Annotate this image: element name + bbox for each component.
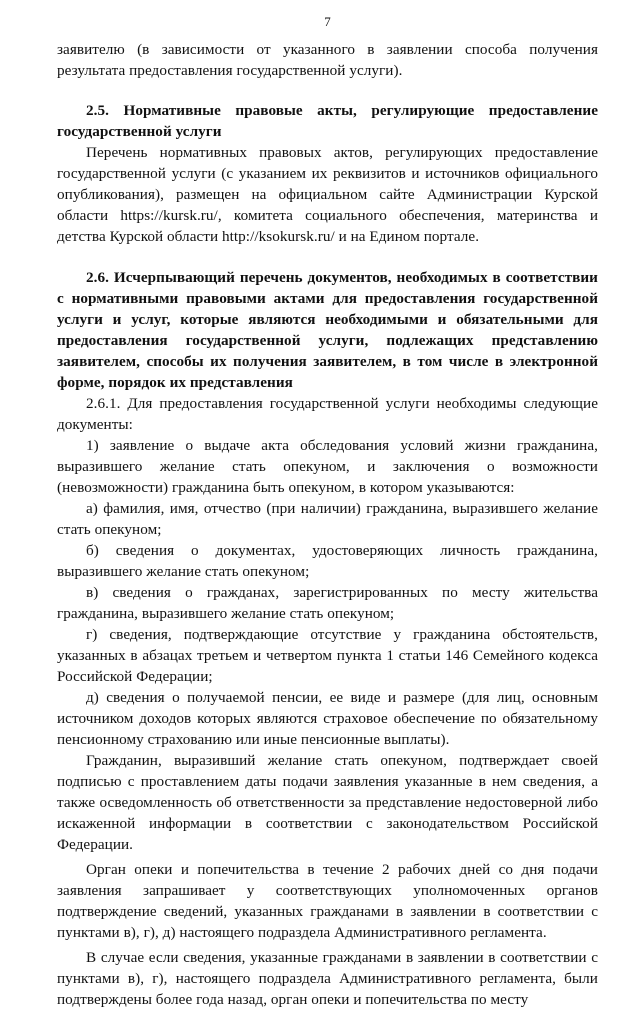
list-item-a: а) фамилия, имя, отчество (при наличии) гражданина, выразившего желание стать опекуном;: [57, 500, 598, 538]
page-number: 7: [324, 14, 331, 29]
paragraph-citizen: Гражданин, выразивший желание стать опекуном, подтверждает своей подписью с проставлением даты подачи заявления указанные в нем сведения, а также осведомленность об ответственности за представление недостоверной либо искаженной информации в соответствии с законодательством Российской Федерации.: [57, 752, 598, 853]
section-heading-2-5: 2.5. Нормативные правовые акты, регулирующие предоставление государственной услуги: [57, 102, 598, 140]
paragraph-organ: Орган опеки и попечительства в течение 2 рабочих дней со дня подачи заявления запрашивает у соответствующих уполномоченных органов подтверждение сведений, указанных гражданами в заявлении в соответствии с пунктами в), г), д) настоящего подраздела Административного регламента.: [57, 861, 598, 941]
paragraph-2-5: Перечень нормативных правовых актов, регулирующих предоставление государственной услуги (с указанием их реквизитов и источников официального опубликования), размещен на официальном сайте Администрации Курской области https://kursk.ru/, комитета социального обеспечения, материнства и детства Курской области http://ksokursk.ru/ и на Едином портале.: [57, 144, 598, 245]
list-item-v: в) сведения о гражданах, зарегистрированных по месту жительства гражданина, выразившего желание стать опекуном;: [57, 584, 598, 622]
list-item-d: д) сведения о получаемой пенсии, ее виде и размере (для лиц, основным источником доходов которых являются страховое обеспечение по обязательному пенсионному страхованию или иные пенсионные выплаты).: [57, 689, 598, 748]
list-item-g: г) сведения, подтверждающие отсутствие у гражданина обстоятельств, указанных в абзацах третьем и четвертом пункта 1 статьи 146 Семейного кодекса Российской Федерации;: [57, 626, 598, 685]
paragraph-intro: заявителю (в зависимости от указанного в заявлении способа получения результата предоставления государственной услуги).: [57, 41, 598, 79]
list-item-b: б) сведения о документах, удостоверяющих личность гражданина, выразившего желание стать опекуном;: [57, 542, 598, 580]
paragraph-case: В случае если сведения, указанные гражданами в заявлении в соответствии с пунктами в), г), настоящего подраздела Административного регламента, были подтверждены более года назад, орган опеки и попечительства по месту: [57, 949, 598, 1008]
section-heading-2-6: 2.6. Исчерпывающий перечень документов, необходимых в соответствии с нормативными правовыми актами для предоставления государственной услуги и услуг, которые являются необходимыми и обязательными для предоставления государственной услуги, подлежащих представлению заявителем, способы их получения заявителем, в том числе в электронной форме, порядок их представления: [57, 269, 598, 391]
paragraph-2-6-1: 2.6.1. Для предоставления государственной услуги необходимы следующие документы:: [57, 395, 598, 433]
document-body: [57, 39, 598, 1010]
list-item-1: 1) заявление о выдаче акта обследования условий жизни гражданина, выразившего желание стать опекуном, и заключения о возможности (невозможности) гражданина быть опекуном, в котором указываются:: [57, 437, 598, 496]
